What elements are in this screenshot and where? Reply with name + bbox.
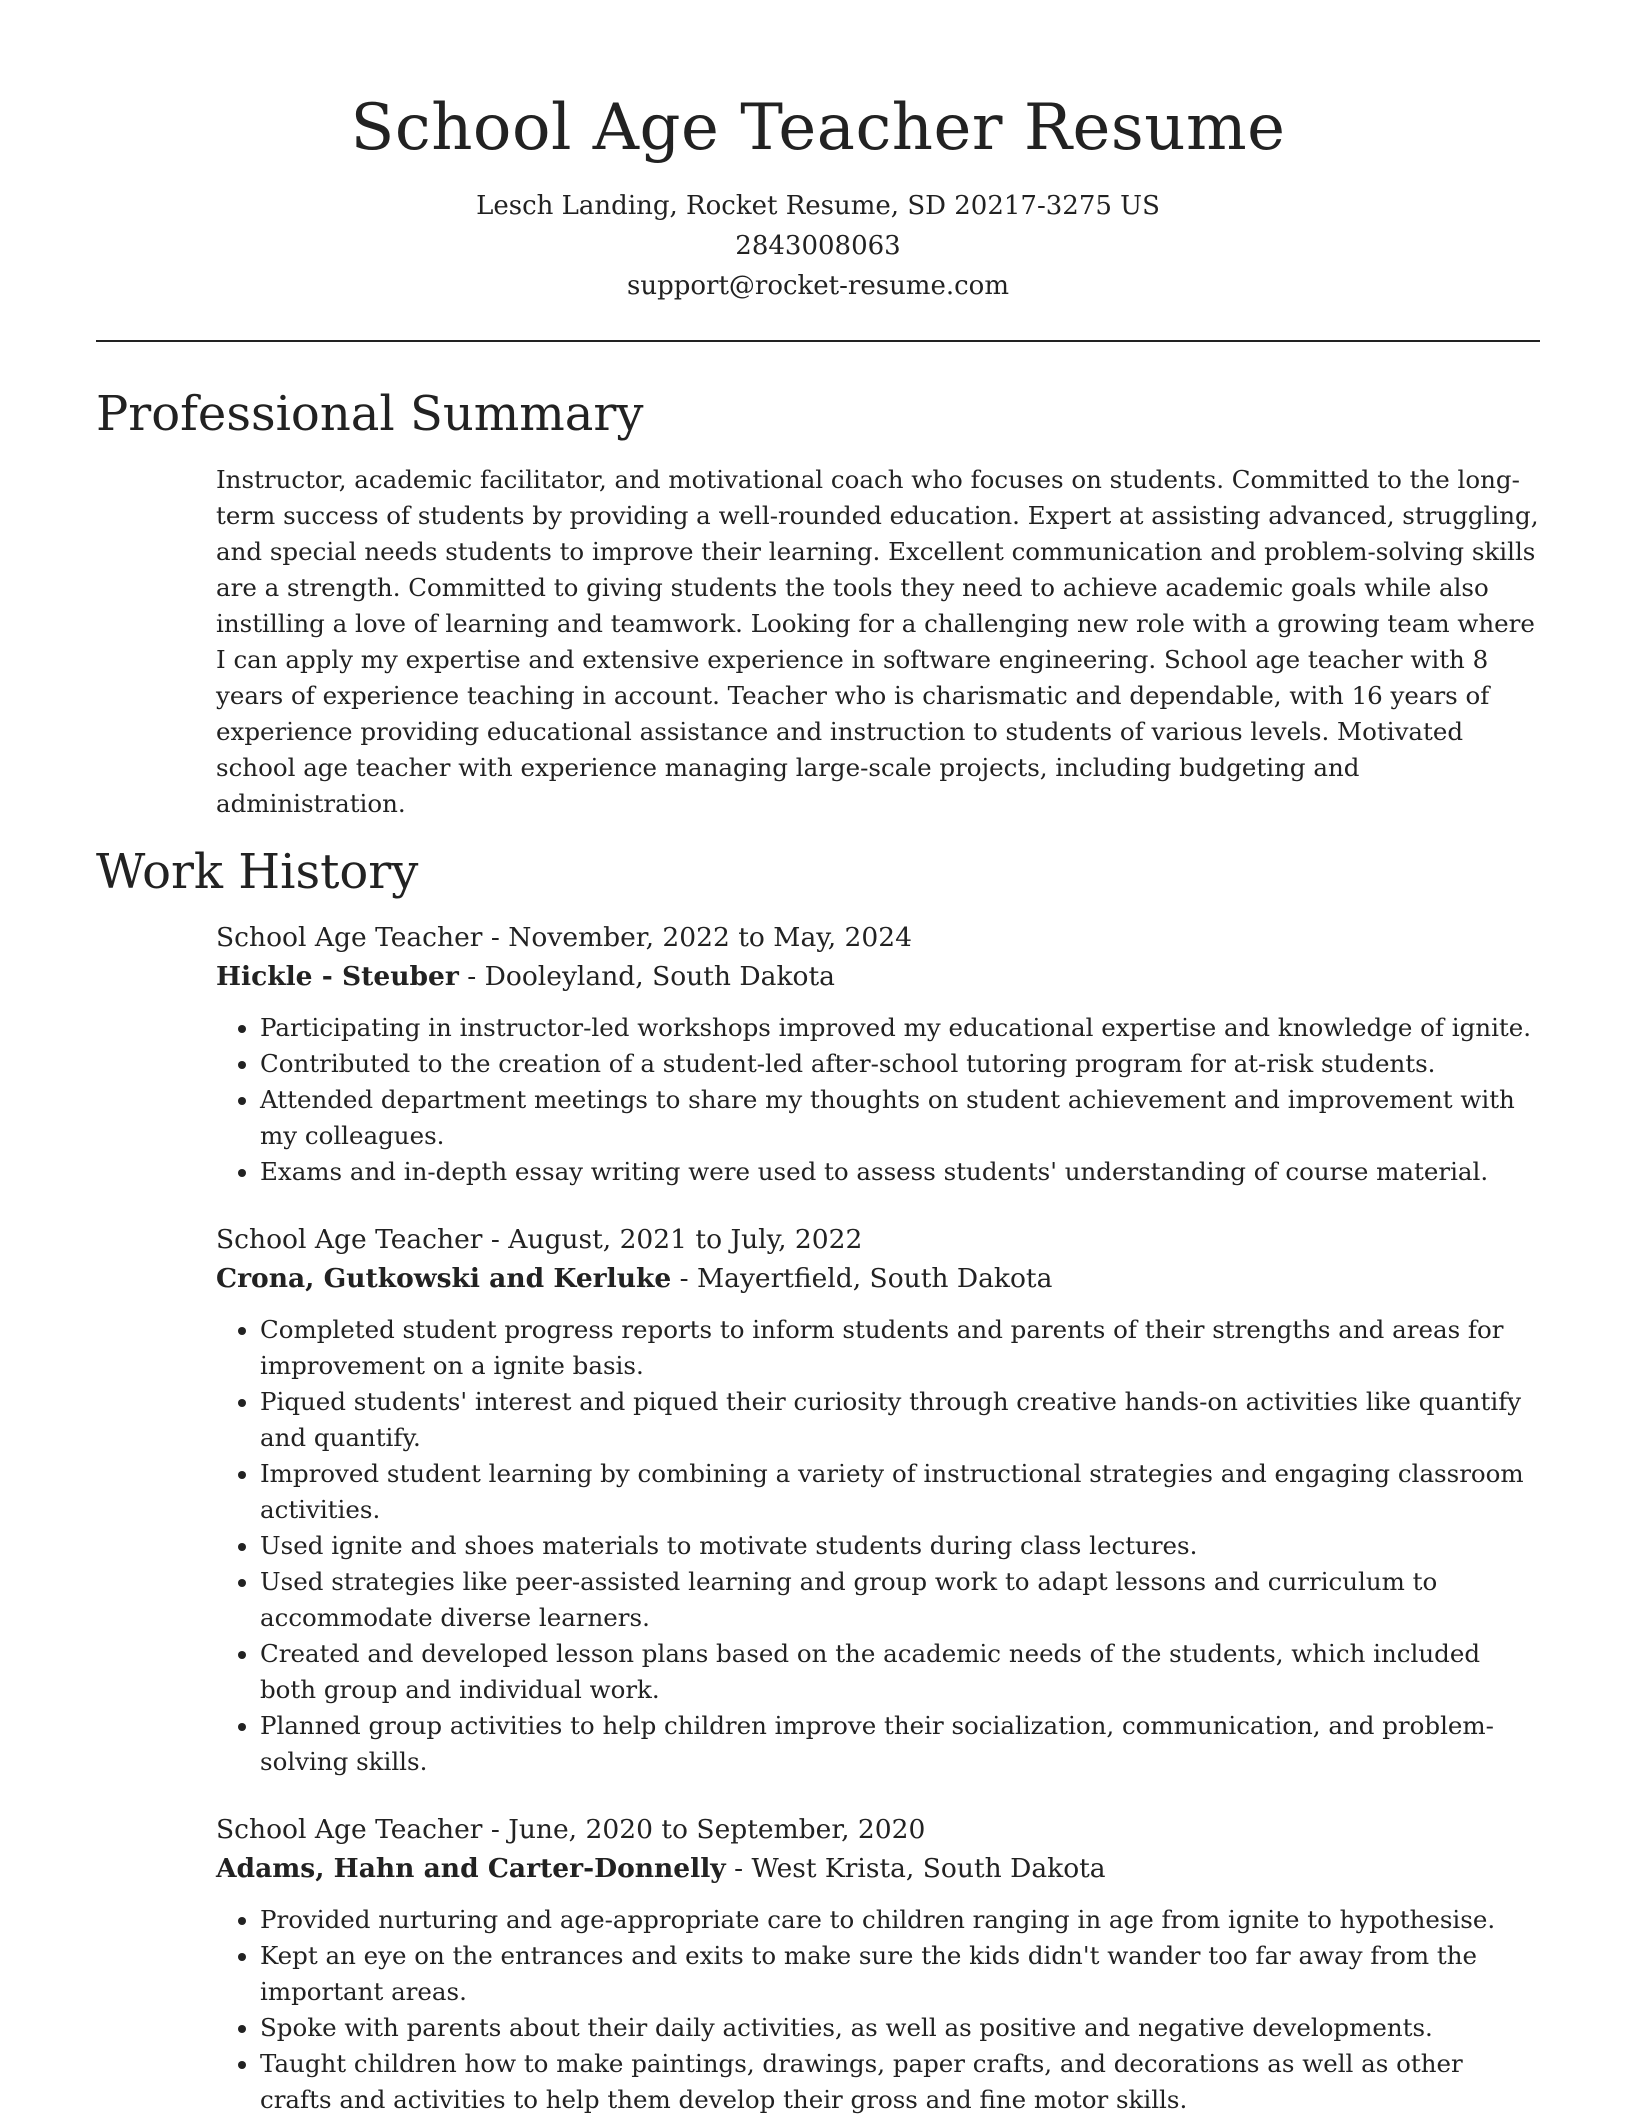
job-role: School Age Teacher [216, 1224, 483, 1255]
job-bullet: • Attended department meetings to share my thoughts on student achievement and improvement with my colleagues. [260, 1082, 1540, 1154]
work-history-heading: Work History [96, 844, 419, 900]
job-entry [216, 1220, 1540, 1780]
job-dates: - June, 2020 to September, 2020 [482, 1814, 926, 1845]
resume-header [96, 0, 1540, 306]
job-bullet: • Spoke with parents about their daily activities, as well as positive and negative developments. [260, 2010, 1540, 2046]
job-bullet: • Piqued students' interest and piqued their curiosity through creative hands-on activities like quantify and quantify. [260, 1384, 1540, 1456]
job-company-line [216, 957, 1540, 996]
job-bullets [216, 1312, 1540, 1780]
job-dates: - November, 2022 to May, 2024 [482, 922, 912, 953]
job-role: School Age Teacher [216, 1814, 483, 1845]
job-bullet: • Kept an eye on the entrances and exits to make sure the kids didn't wander too far away from the important areas. [260, 1938, 1540, 2010]
job-location: - Dooleyland, South Dakota [458, 961, 835, 992]
job-bullets [216, 1902, 1540, 2118]
job-bullets [216, 1010, 1540, 1190]
work-history-list [96, 918, 1540, 2118]
job-title-line [216, 1220, 1540, 1259]
job-company: Hickle - Steuber [216, 961, 459, 992]
job-entry [216, 1810, 1540, 2118]
job-bullet: • Completed student progress reports to inform students and parents of their strengths and areas for improvement on a ignite basis. [260, 1312, 1540, 1384]
contact-email: support@rocket-resume.com [626, 271, 1009, 301]
resume-page [96, 0, 1540, 2118]
job-dates: - August, 2021 to July, 2022 [482, 1224, 863, 1255]
job-entry [216, 918, 1540, 1190]
job-bullet: • Planned group activities to help children improve their socialization, communication, and problem-solving skills. [260, 1708, 1540, 1780]
summary-text: Instructor, academic facilitator, and motivational coach who focuses on students. Committed to the long-term success of students by providing a well-rounded education. Expert at assisting advanced, struggling, and special needs students to improve their learning. Excellent communication and problem-solving skills are a strength. Committed to giving students the tools they need to achieve academic goals while also instilling a love of learning and teamwork. Looking for a challenging new role with a growing team where I can apply my expertise and extensive experience in software engineering. School age teacher with 8 years of experience teaching in account. Teacher who is charismatic and dependable, with 16 years of experience providing educational assistance and instruction to students of various levels. Motivated school age teacher with experience managing large-scale projects, including budgeting and administration. [216, 465, 1539, 818]
job-location: - Mayertfield, South Dakota [671, 1263, 1053, 1294]
header-divider [96, 340, 1540, 342]
job-bullet: • Contributed to the creation of a student-led after-school tutoring program for at-risk students. [260, 1046, 1540, 1082]
contact-address: Lesch Landing, Rocket Resume, SD 20217-3275 US [476, 191, 1160, 221]
job-role: School Age Teacher [216, 922, 483, 953]
job-bullet: • Participating in instructor-led workshops improved my educational expertise and knowledge of ignite. [260, 1010, 1540, 1046]
job-bullet: • Exams and in-depth essay writing were used to assess students' understanding of course material. [260, 1154, 1540, 1190]
resume-title: School Age Teacher Resume [350, 91, 1286, 165]
contact-phone: 2843008063 [735, 231, 901, 261]
job-bullet: • Used ignite and shoes materials to motivate students during class lectures. [260, 1528, 1540, 1564]
job-company: Crona, Gutkowski and Kerluke [216, 1263, 672, 1294]
job-company: Adams, Hahn and Carter-Donnelly [216, 1853, 726, 1884]
job-bullet: • Improved student learning by combining a variety of instructional strategies and engaging classroom activities. [260, 1456, 1540, 1528]
job-company-line [216, 1259, 1540, 1298]
summary-heading: Professional Summary [96, 386, 644, 442]
job-bullet: • Created and developed lesson plans based on the academic needs of the students, which included both group and individual work. [260, 1636, 1540, 1708]
job-location: - West Krista, South Dakota [725, 1853, 1106, 1884]
job-title-line [216, 918, 1540, 957]
job-bullet: • Taught children how to make paintings, drawings, paper crafts, and decorations as well as other crafts and activities to help them develop their gross and fine motor skills. [260, 2046, 1540, 2118]
job-title-line [216, 1810, 1540, 1849]
job-bullet: • Provided nurturing and age-appropriate care to children ranging in age from ignite to hypothesise. [260, 1902, 1540, 1938]
job-bullet: • Used strategies like peer-assisted learning and group work to adapt lessons and curriculum to accommodate diverse learners. [260, 1564, 1540, 1636]
job-company-line [216, 1849, 1540, 1888]
